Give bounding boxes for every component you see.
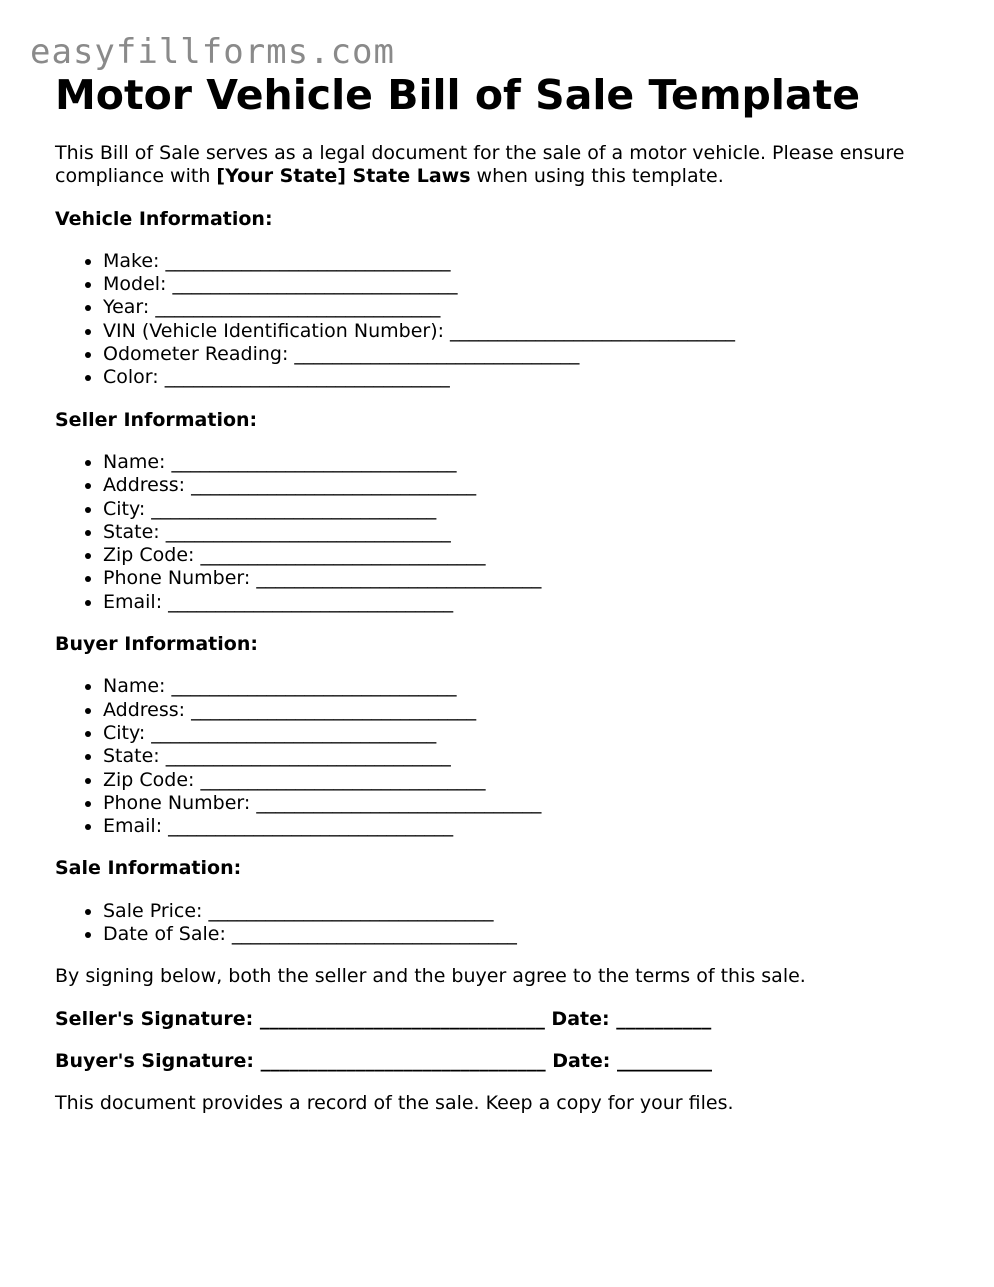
state-laws-text: [Your State] State Laws [216,165,471,188]
seller-city-field: • City: ______________________________ [103,498,955,521]
seller-signature-line: Seller's Signature: ______________________________ Date: __________ [55,1007,712,1030]
vehicle-odometer-field: • Odometer Reading: ______________________________ [103,343,955,366]
seller-email-field: • Email: ______________________________ [103,591,955,614]
buyer-email-field: • Email: ______________________________ [103,815,955,838]
seller-fields-list [55,451,955,614]
vehicle-year-field: • Year: ______________________________ [103,296,955,319]
sale-fields-list [55,900,955,947]
vehicle-make-field: • Make: ______________________________ [103,250,955,273]
buyer-signature-line: Buyer's Signature: ______________________________ Date: __________ [55,1049,713,1072]
seller-section-heading: Seller Information: [55,408,258,431]
watermark: easyfillforms.com [30,32,395,72]
buyer-city-field: • City: ______________________________ [103,722,955,745]
buyer-state-field: • State: ______________________________ [103,745,955,768]
footer-text: This document provides a record of the sale. Keep a copy for your files. [55,1092,734,1115]
buyer-phone-field: • Phone Number: ______________________________ [103,792,955,815]
buyer-address-field: • Address: ______________________________ [103,699,955,722]
vehicle-color-field: • Color: ______________________________ [103,366,955,389]
agreement-text: By signing below, both the seller and the buyer agree to the terms of this sale. [55,965,806,988]
seller-address-field: • Address: ______________________________ [103,474,955,497]
page-title: Motor Vehicle Bill of Sale Template [55,71,861,119]
vehicle-section-heading: Vehicle Information: [55,207,273,230]
document-page [55,70,955,1116]
sale-price-field: • Sale Price: ______________________________ [103,900,955,923]
intro-text-end: when using this template. [470,165,724,188]
sale-section-heading: Sale Information: [55,857,242,880]
seller-zip-field: • Zip Code: ______________________________ [103,544,955,567]
seller-name-field: • Name: ______________________________ [103,451,955,474]
sale-date-field: • Date of Sale: ______________________________ [103,923,955,946]
vehicle-model-field: • Model: ______________________________ [103,273,955,296]
intro-text: This Bill of Sale serves as a legal document for the sale of a motor vehicle. Please ensure compliance with [55,142,905,188]
seller-state-field: • State: ______________________________ [103,521,955,544]
seller-phone-field: • Phone Number: ______________________________ [103,567,955,590]
buyer-zip-field: • Zip Code: ______________________________ [103,769,955,792]
vehicle-vin-field: • VIN (Vehicle Identification Number): ______________________________ [103,320,955,343]
buyer-fields-list [55,675,955,838]
vehicle-fields-list [55,250,955,390]
buyer-section-heading: Buyer Information: [55,633,258,656]
buyer-name-field: • Name: ______________________________ [103,675,955,698]
intro-paragraph [55,142,955,189]
